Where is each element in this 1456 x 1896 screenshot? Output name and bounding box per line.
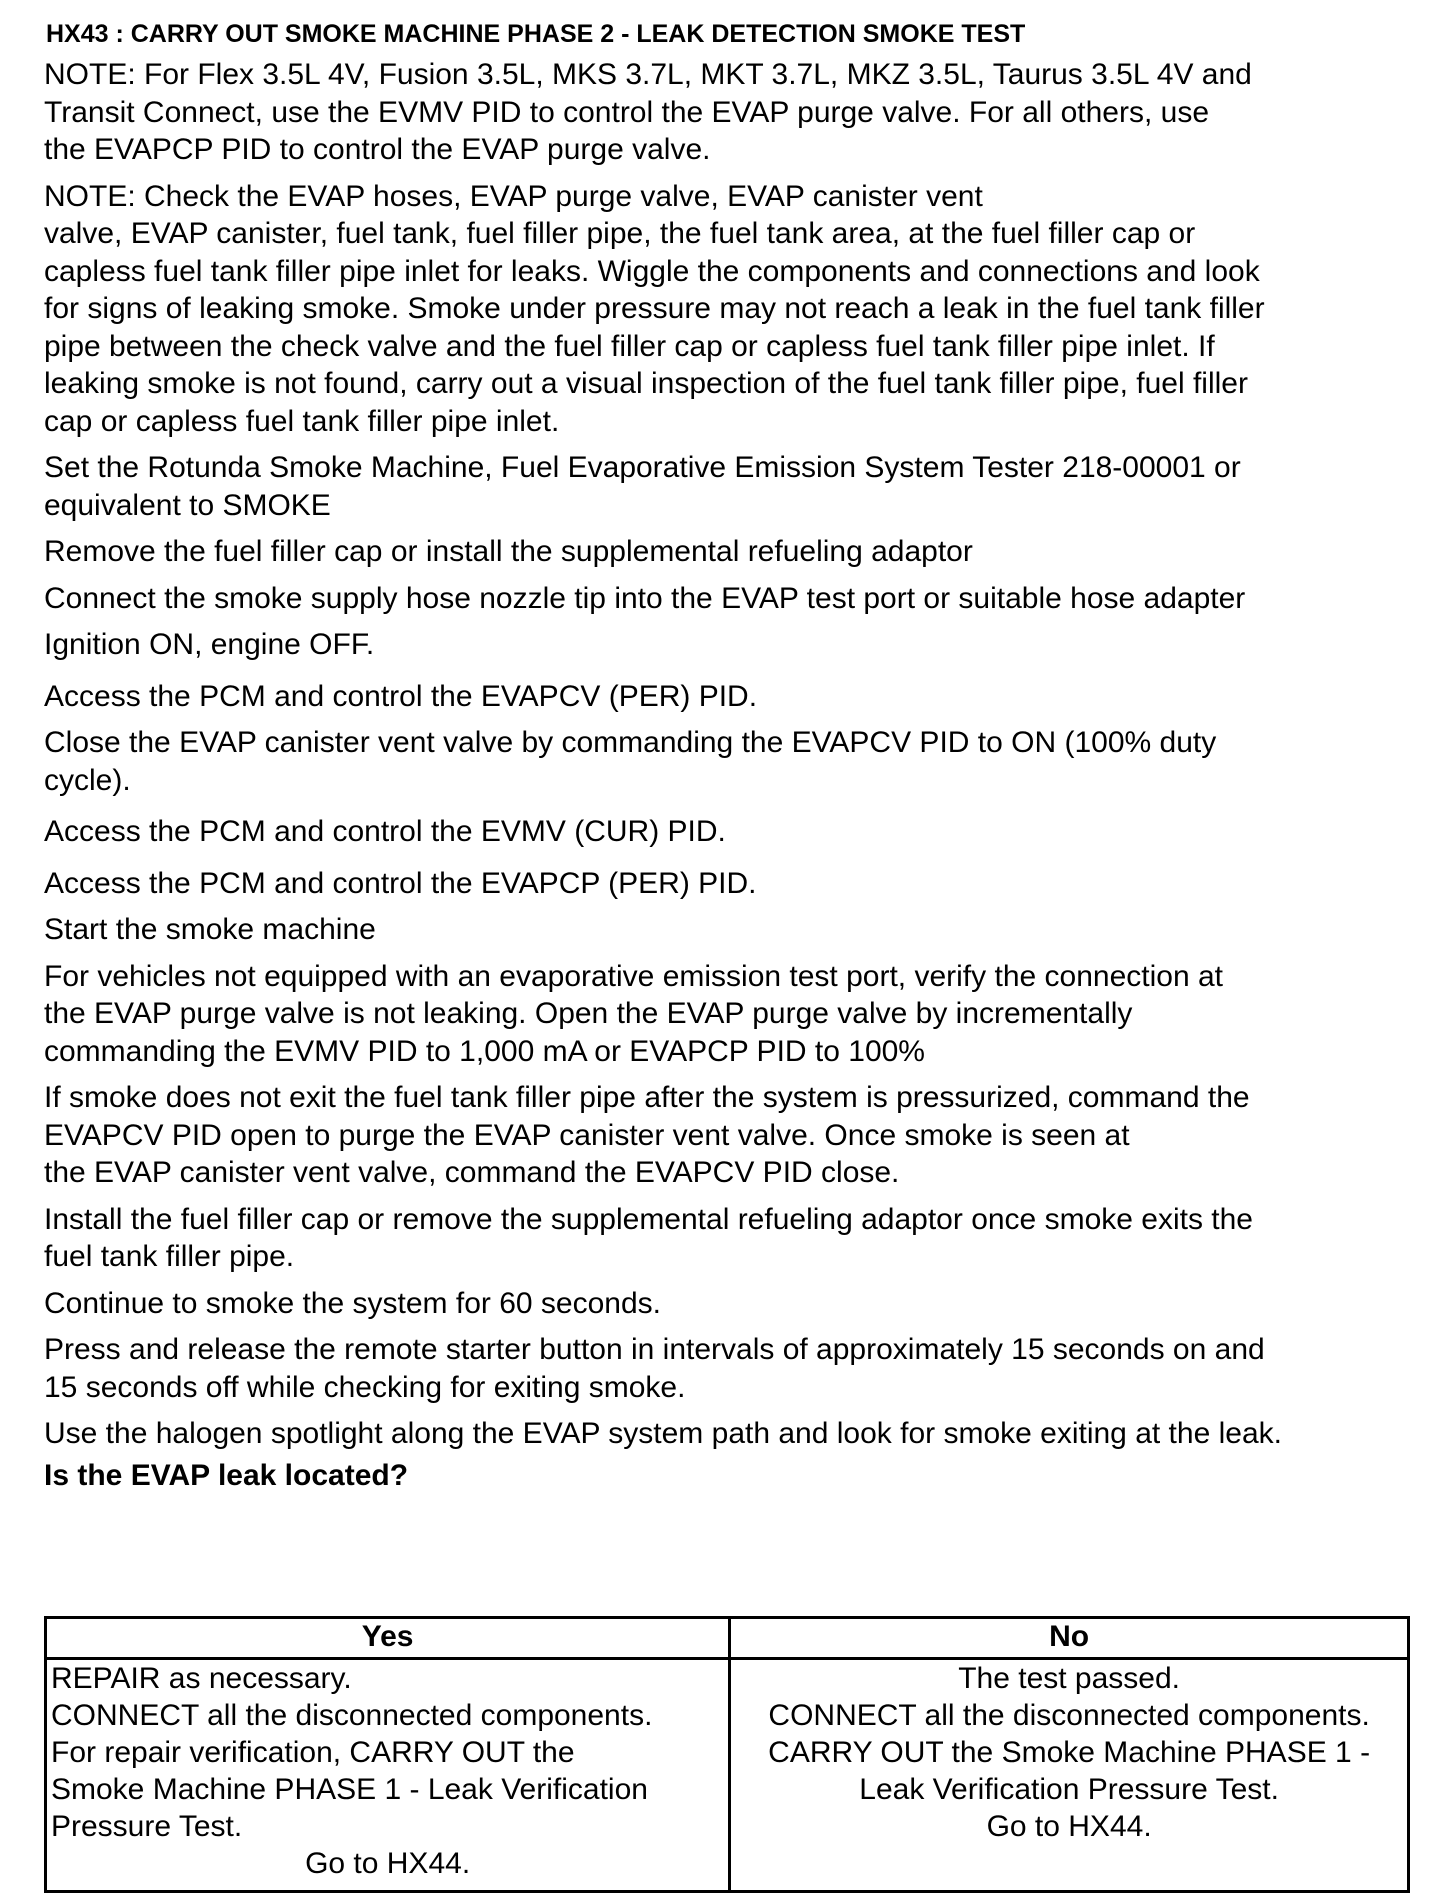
step-paragraph: [44, 911, 1444, 949]
text-line: Continue to smoke the system for 60 seconds.: [44, 1286, 661, 1320]
text-line: the EVAP canister vent valve, command the EVAPCV PID close.: [44, 1156, 900, 1189]
note-paragraph: [44, 56, 1444, 169]
no-header: No: [730, 1618, 1409, 1659]
step-paragraph: [44, 678, 1444, 716]
decision-table: [44, 1616, 1410, 1893]
yes-line: Pressure Test.: [51, 1810, 243, 1843]
text-line: cap or capless fuel tank filler pipe inlet.: [44, 404, 560, 438]
no-line: CONNECT all the disconnected components.: [768, 1699, 1370, 1732]
text-line: pipe between the check valve and the fuel filler cap or capless fuel tank filler pipe inlet. If: [44, 329, 1215, 363]
step-paragraph: [44, 533, 1444, 571]
step-paragraph: [44, 449, 1444, 524]
text-line: the EVAPCP PID to control the EVAP purge valve.: [44, 133, 711, 166]
text-line: Connect the smoke supply hose nozzle tip into the EVAP test port or suitable hose adapter: [44, 581, 1246, 615]
step-paragraph: [44, 626, 1444, 664]
text-line: fuel tank filler pipe.: [44, 1240, 295, 1273]
text-line: the EVAP purge valve is not leaking. Open the EVAP purge valve by incrementally: [44, 997, 1133, 1030]
yes-line: Smoke Machine PHASE 1 - Leak Verification: [51, 1773, 648, 1806]
text-line: leaking smoke is not found, carry out a visual inspection of the fuel tank filler pipe, fuel filler: [44, 367, 1248, 400]
table-row: [46, 1659, 1409, 1892]
text-line: capless fuel tank filler pipe inlet for leaks. Wiggle the components and connections and look: [44, 254, 1260, 288]
text-line: equivalent to SMOKE: [44, 488, 331, 522]
step-paragraph: [44, 1331, 1444, 1406]
text-line: cycle).: [44, 763, 131, 797]
yes-line: CONNECT all the disconnected components.: [51, 1699, 653, 1732]
text-line: Install the fuel filler cap or remove the supplemental refueling adaptor once smoke exits the: [44, 1202, 1253, 1236]
step-paragraph: [44, 1201, 1444, 1276]
yes-header: Yes: [46, 1618, 730, 1659]
step-paragraph: [44, 865, 1444, 903]
no-cell: [730, 1659, 1409, 1892]
no-goto-link[interactable]: Go to HX44.: [986, 1810, 1152, 1843]
yes-goto-link[interactable]: Go to HX44.: [305, 1847, 471, 1880]
text-line: commanding the EVMV PID to 1,000 mA or EVAPCP PID to 100%: [44, 1034, 925, 1068]
step-paragraph: [44, 724, 1444, 799]
text-line: 15 seconds off while checking for exiting smoke.: [44, 1370, 686, 1404]
text-line: valve, EVAP canister, fuel tank, fuel filler pipe, the fuel tank area, at the fuel filler cap or: [44, 217, 1196, 250]
text-line: Access the PCM and control the EVMV (CUR) PID.: [44, 815, 726, 848]
yes-line: REPAIR as necessary.: [51, 1662, 352, 1695]
text-line: Remove the fuel filler cap or install the supplemental refueling adaptor: [44, 535, 973, 568]
text-line: NOTE: Check the EVAP hoses, EVAP purge valve, EVAP canister vent: [44, 179, 983, 213]
text-line: If smoke does not exit the fuel tank filler pipe after the system is pressurized, command the: [44, 1081, 1250, 1114]
step-paragraph: [44, 580, 1444, 618]
text-line: Press and release the remote starter button in intervals of approximately 15 seconds on and: [44, 1333, 1265, 1366]
page-title: HX43 : CARRY OUT SMOKE MACHINE PHASE 2 - LEAK DETECTION SMOKE TEST: [46, 20, 1026, 48]
text-line: for signs of leaking smoke. Smoke under pressure may not reach a leak in the fuel tank filler: [44, 292, 1265, 325]
yes-line: For repair verification, CARRY OUT the: [51, 1736, 575, 1769]
step-paragraph: [44, 1079, 1444, 1192]
table-header-row: [46, 1618, 1409, 1659]
no-line: Leak Verification Pressure Test.: [859, 1773, 1279, 1806]
step-paragraph: [44, 1285, 1444, 1323]
text-line: Start the smoke machine: [44, 913, 376, 946]
text-line: EVAPCV PID open to purge the EVAP canister vent valve. Once smoke is seen at: [44, 1118, 1130, 1152]
text-line: Ignition ON, engine OFF.: [44, 628, 375, 661]
text-line: Close the EVAP canister vent valve by commanding the EVAPCV PID to ON (100% duty: [44, 726, 1217, 759]
no-line: The test passed.: [958, 1662, 1180, 1695]
step-paragraph: [44, 958, 1444, 1071]
text-line: Transit Connect, use the EVMV PID to control the EVAP purge valve. For all others, use: [44, 95, 1210, 129]
decision-question: Is the EVAP leak located?: [44, 1458, 409, 1492]
yes-cell: [46, 1659, 730, 1892]
text-line: Access the PCM and control the EVAPCV (PER) PID.: [44, 679, 758, 713]
text-line: NOTE: For Flex 3.5L 4V, Fusion 3.5L, MKS 3.7L, MKT 3.7L, MKZ 3.5L, Taurus 3.5L 4V and: [44, 58, 1252, 91]
document-page: [44, 16, 1444, 1495]
note-paragraph: [44, 178, 1444, 441]
step-paragraph: [44, 1415, 1444, 1453]
text-line: Use the halogen spotlight along the EVAP system path and look for smoke exiting at the leak.: [44, 1417, 1282, 1450]
text-line: For vehicles not equipped with an evaporative emission test port, verify the connection at: [44, 959, 1223, 993]
step-paragraph: [44, 813, 1444, 851]
text-line: Access the PCM and control the EVAPCP (PER) PID.: [44, 866, 757, 900]
text-line: Set the Rotunda Smoke Machine, Fuel Evaporative Emission System Tester 218-00001 or: [44, 451, 1241, 484]
no-line: CARRY OUT the Smoke Machine PHASE 1 -: [768, 1736, 1371, 1769]
